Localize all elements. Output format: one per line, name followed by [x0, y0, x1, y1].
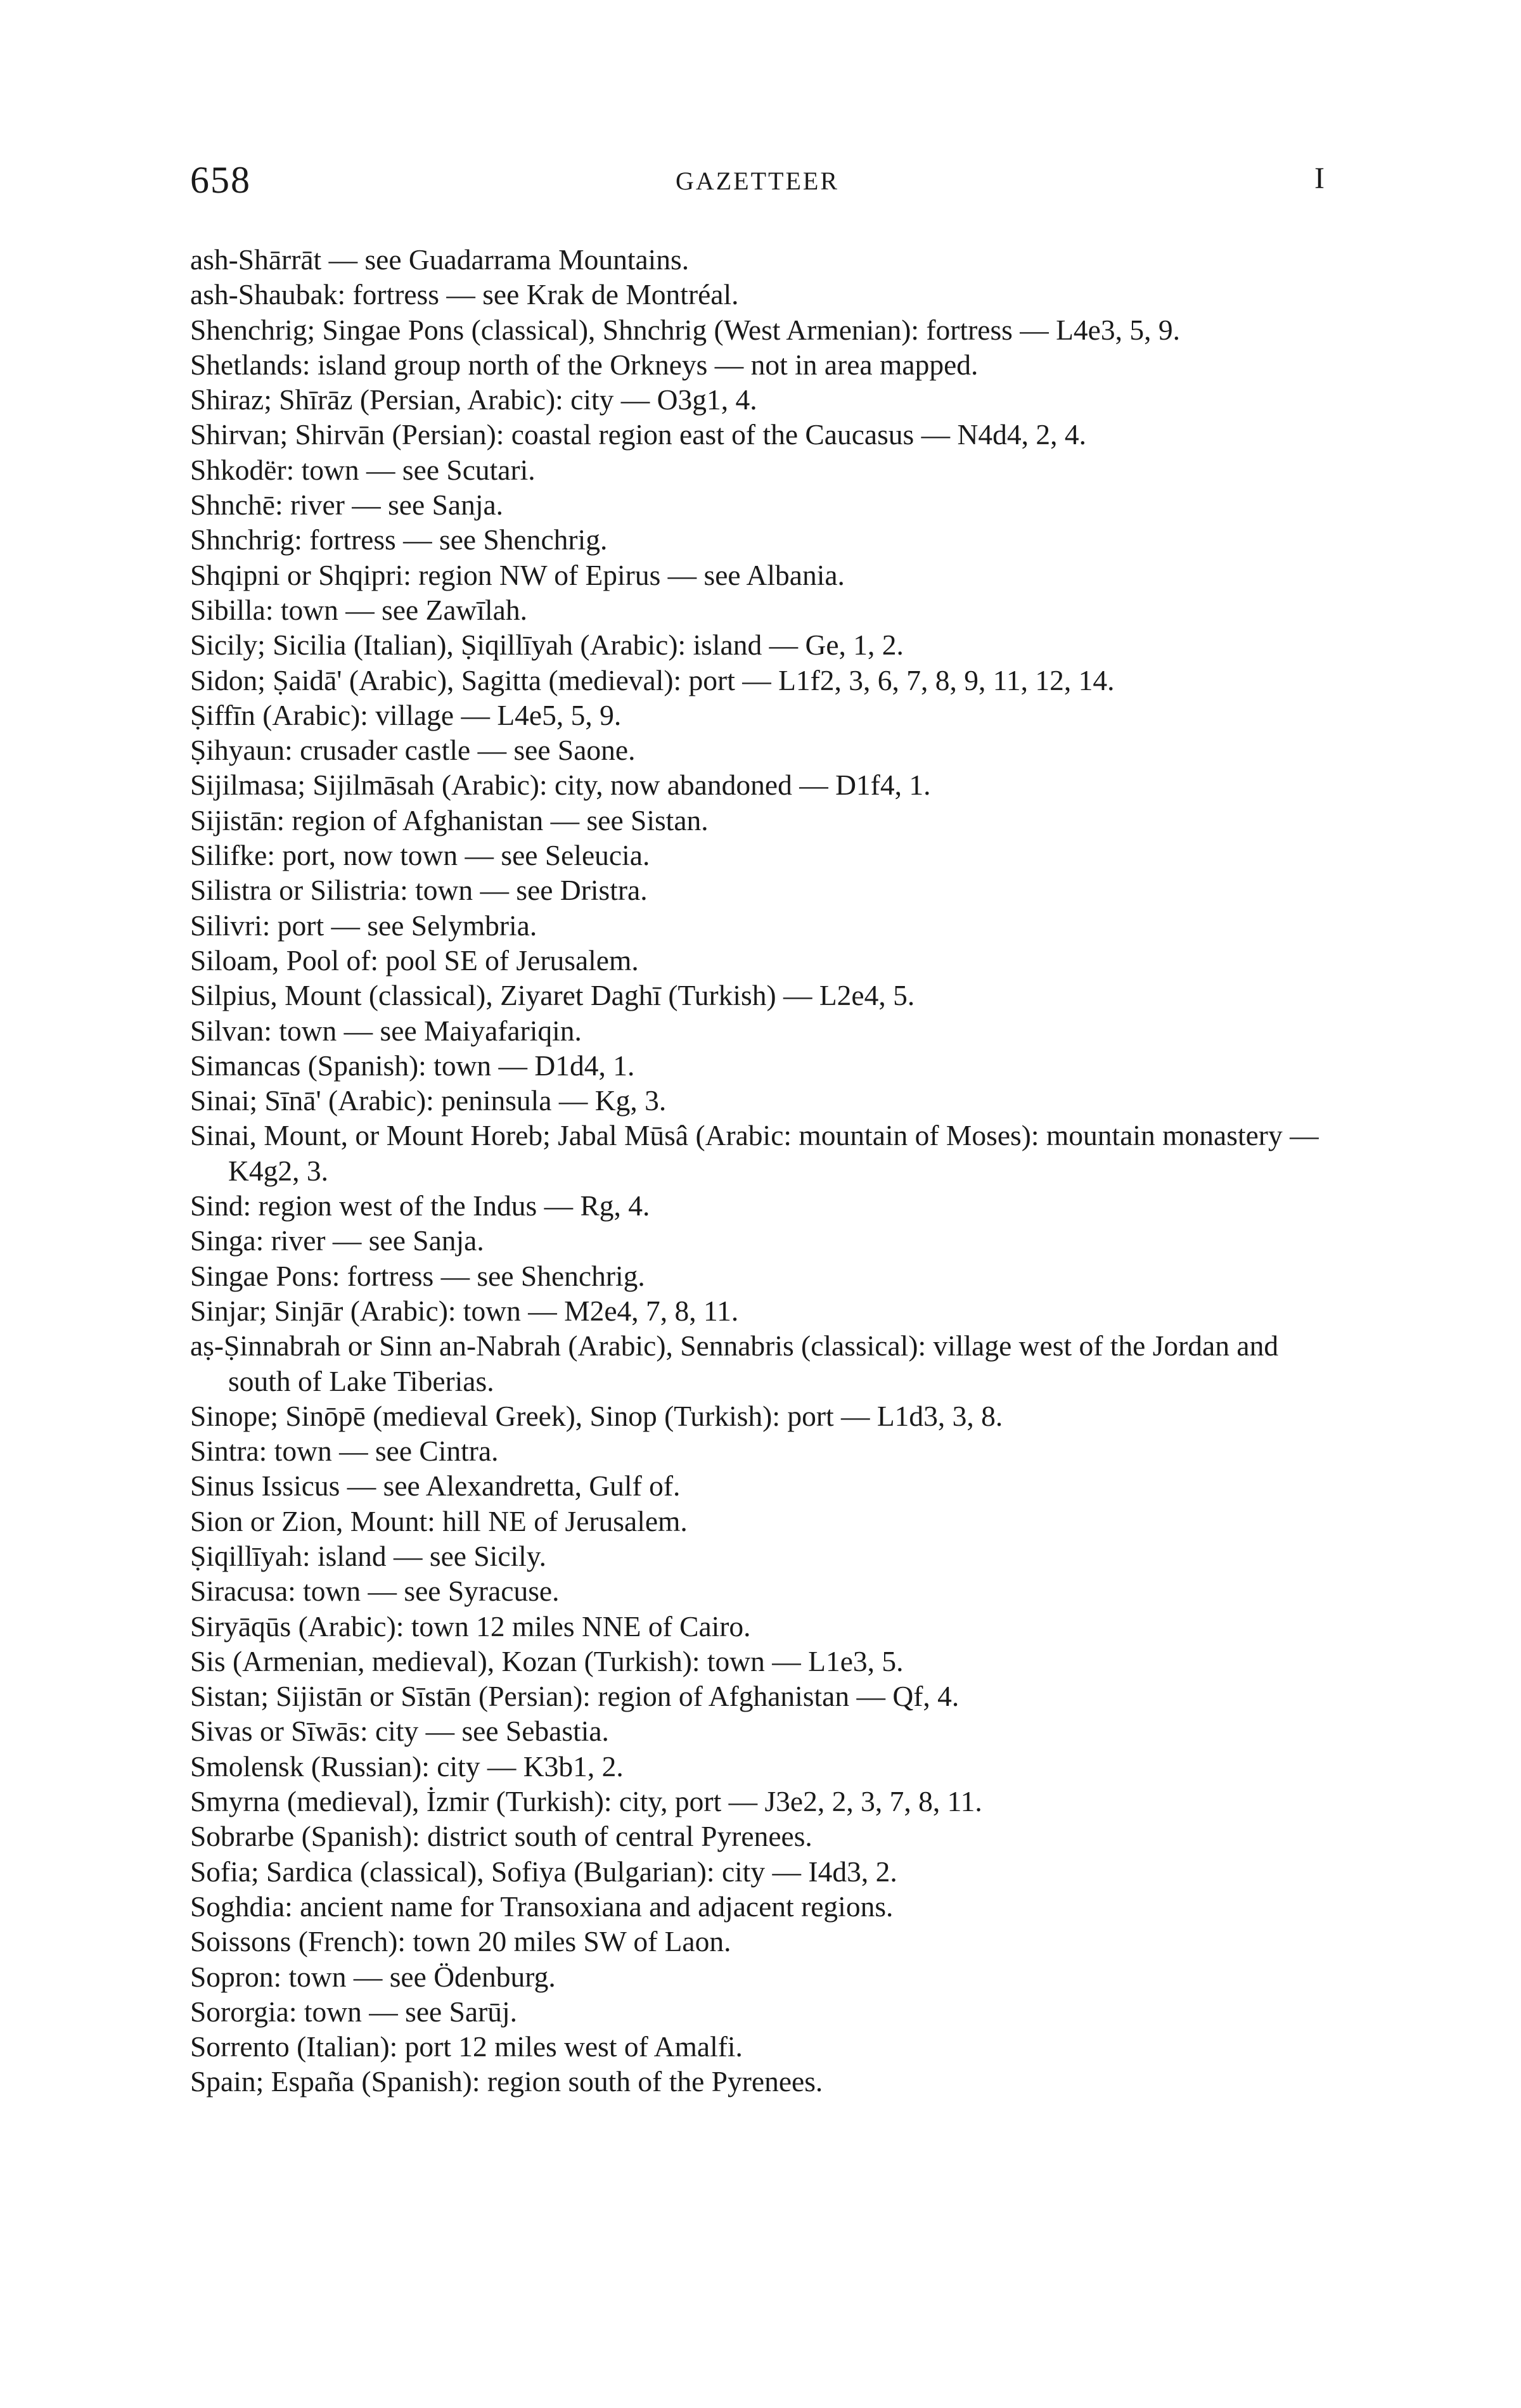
gazetteer-entry: Sion or Zion, Mount: hill NE of Jerusalem.	[190, 1504, 688, 1537]
gazetteer-entry: Sinai, Mount, or Mount Horeb; Jabal Mūsâ (Arabic: mountain of Moses): mountain monastery — K4g2, 3.	[190, 1119, 1319, 1187]
gazetteer-entry: Sind: region west of the Indus — Rg, 4.	[190, 1189, 650, 1222]
gazetteer-entry: Silifke: port, now town — see Seleucia.	[190, 839, 650, 872]
gazetteer-entry: Singa: river — see Sanja.	[190, 1224, 484, 1257]
gazetteer-entry: Silistra or Silistria: town — see Dristra.	[190, 874, 648, 907]
gazetteer-entry: Sibilla: town — see Zawīlah.	[190, 593, 528, 626]
gazetteer-entry: Sidon; Ṣaidā' (Arabic), Sagitta (medieval): port — L1f2, 3, 6, 7, 8, 9, 11, 12, 14.	[190, 663, 1115, 696]
gazetteer-entry: Soghdia: ancient name for Transoxiana and adjacent regions.	[190, 1890, 894, 1923]
gazetteer-entry: Sobrarbe (Spanish): district south of central Pyrenees.	[190, 1820, 812, 1853]
gazetteer-entry: Sofia; Sardica (classical), Sofiya (Bulgarian): city — I4d3, 2.	[190, 1855, 897, 1888]
gazetteer-entry: Sintra: town — see Cintra.	[190, 1435, 499, 1468]
gazetteer-entry: Silvan: town — see Maiyafariqin.	[190, 1014, 582, 1047]
gazetteer-entry: Sis (Armenian, medieval), Kozan (Turkish): town — L1e3, 5.	[190, 1644, 904, 1677]
gazetteer-entry: aṣ-Ṣinnabrah or Sinn an-Nabrah (Arabic), Sennabris (classical): village west of the Jordan and south of Lake Tiberias.	[190, 1329, 1279, 1397]
gazetteer-entry: Sorrento (Italian): port 12 miles west of Amalfi.	[190, 2030, 743, 2063]
running-head	[190, 158, 1325, 203]
running-title: GAZETTEER	[675, 167, 840, 195]
gazetteer-entries	[190, 242, 1331, 2099]
gazetteer-entry: Singae Pons: fortress — see Shenchrig.	[190, 1259, 645, 1292]
gazetteer-entry: Sinai; Sīnā' (Arabic): peninsula — Kg, 3.	[190, 1084, 667, 1117]
gazetteer-entry: Sijilmasa; Sijilmāsah (Arabic): city, now abandoned — D1f4, 1.	[190, 769, 931, 802]
gazetteer-entry: Sopron: town — see Ödenburg.	[190, 1960, 556, 1993]
gazetteer-entry: Shirvan; Shirvān (Persian): coastal region east of the Caucasus — N4d4, 2, 4.	[190, 418, 1086, 451]
gazetteer-entry: Silpius, Mount (classical), Ziyaret Daghī (Turkish) — L2e4, 5.	[190, 979, 915, 1012]
gazetteer-entry: Sicily; Sicilia (Italian), Ṣiqillīyah (Arabic): island — Ge, 1, 2.	[190, 629, 904, 662]
gazetteer-entry: Silivri: port — see Selymbria.	[190, 909, 537, 942]
gazetteer-entry: Sinope; Sinōpē (medieval Greek), Sinop (Turkish): port — L1d3, 3, 8.	[190, 1399, 1003, 1432]
gazetteer-entry: Shnchrig: fortress — see Shenchrig.	[190, 523, 608, 556]
gazetteer-entry: Shqipni or Shqipri: region NW of Epirus — see Albania.	[190, 558, 845, 591]
gazetteer-entry: Smolensk (Russian): city — K3b1, 2.	[190, 1750, 624, 1783]
gazetteer-entry: ash-Shārrāt — see Guadarrama Mountains.	[190, 243, 690, 276]
gazetteer-entry: Siloam, Pool of: pool SE of Jerusalem.	[190, 944, 639, 977]
gazetteer-entry: Spain; España (Spanish): region south of the Pyrenees.	[190, 2065, 823, 2098]
gazetteer-entry: Shnchē: river — see Sanja.	[190, 489, 504, 522]
gazetteer-entry: Sijistān: region of Afghanistan — see Sistan.	[190, 804, 709, 836]
gazetteer-entry: Shetlands: island group north of the Orkneys — not in area mapped.	[190, 348, 979, 381]
gazetteer-entry: Smyrna (medieval), İzmir (Turkish): city, port — J3e2, 2, 3, 7, 8, 11.	[190, 1785, 982, 1818]
gazetteer-entry: Sivas or Sīwās: city — see Sebastia.	[190, 1715, 609, 1748]
gazetteer-entry: Ṣiqillīyah: island — see Sicily.	[190, 1539, 546, 1572]
gazetteer-entry: Shkodër: town — see Scutari.	[190, 453, 536, 486]
gazetteer-entry: Shiraz; Shīrāz (Persian, Arabic): city — O3g1, 4.	[190, 383, 757, 416]
gazetteer-entry: Sistan; Sijistān or Sīstān (Persian): region of Afghanistan — Qf, 4.	[190, 1680, 959, 1713]
gazetteer-entry: Siracusa: town — see Syracuse.	[190, 1575, 560, 1608]
volume-number: I	[1314, 162, 1325, 195]
gazetteer-entry: Sinjar; Sinjār (Arabic): town — M2e4, 7, 8, 11.	[190, 1294, 739, 1327]
gazetteer-entry: Siryāqūs (Arabic): town 12 miles NNE of Cairo.	[190, 1610, 751, 1643]
page-number: 658	[190, 159, 251, 201]
gazetteer-entry: Sinus Issicus — see Alexandretta, Gulf of.	[190, 1470, 681, 1502]
gazetteer-entry: Ṣiffīn (Arabic): village — L4e5, 5, 9.	[190, 698, 622, 731]
gazetteer-entry: Ṣihyaun: crusader castle — see Saone.	[190, 734, 636, 767]
gazetteer-entry: Sororgia: town — see Sarūj.	[190, 1995, 518, 2028]
gazetteer-entry: Soissons (French): town 20 miles SW of Laon.	[190, 1925, 731, 1958]
gazetteer-entry: Shenchrig; Singae Pons (classical), Shnchrig (West Armenian): fortress — L4e3, 5, 9.	[190, 313, 1180, 346]
gazetteer-entry: Simancas (Spanish): town — D1d4, 1.	[190, 1049, 635, 1082]
gazetteer-entry: ash-Shaubak: fortress — see Krak de Montréal.	[190, 278, 739, 311]
